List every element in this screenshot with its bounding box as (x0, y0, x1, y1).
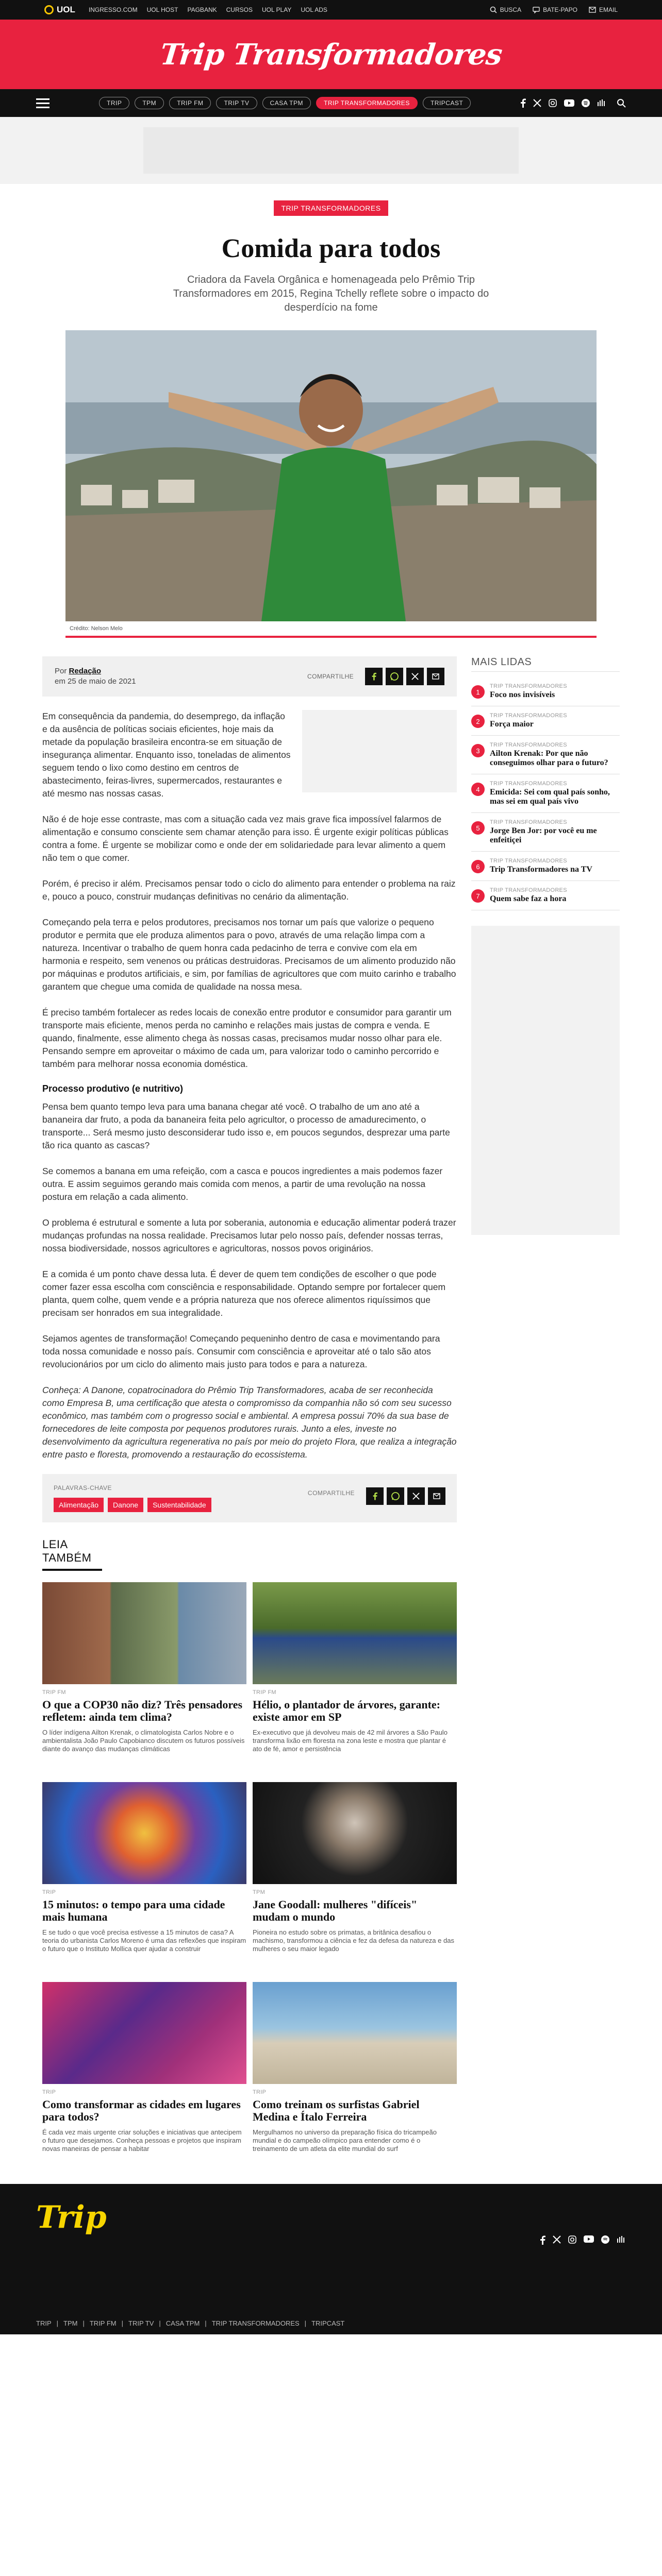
podcast-icon[interactable] (597, 99, 606, 107)
card-kicker: TRIP (42, 1889, 56, 1895)
paragraph: O problema é estrutural e somente a luta por soberania, autonomia e educação alimentar poderá trazer mudanças profundas na nossa realidade. Precisamos lutar pelo nosso país, defender nossas terras, nossa biodiversidade, nossos agricultores e agricultoras, nossos povos originários. (42, 1217, 456, 1253)
share-bar-bottom (308, 1487, 445, 1505)
rank-badge: 2 (471, 715, 485, 728)
card-thumbnail (253, 1782, 457, 1884)
card-kicker: TRIP FM (253, 1689, 276, 1696)
mail-icon (589, 7, 596, 13)
footer-nav: TRIP | TPM | TRIP FM | TRIP TV | CASA TPM | TRIP TRANSFORMADORES | TRIPCAST (36, 2319, 345, 2327)
most-read-item[interactable] (471, 736, 620, 774)
item-kicker: TRIP TRANSFORMADORES (490, 683, 567, 689)
paragraph: Porém, é preciso ir além. Precisamos pensar todo o ciclo do alimento para entender o problema na raiz e, pouco a pouco, construir mudanças definitivas no cenário da alimentação. (42, 878, 456, 902)
subheading: Processo produtivo (e nutritivo) (42, 1083, 184, 1094)
related-card[interactable] (42, 1982, 246, 2153)
most-read-item[interactable] (471, 881, 620, 910)
rank-badge: 3 (471, 744, 485, 757)
batepapo-label: BATE-PAPO (543, 6, 577, 13)
related-articles (42, 1538, 457, 2153)
instagram-icon[interactable] (568, 2235, 576, 2244)
site-footer (0, 2184, 662, 2334)
article-header (0, 184, 662, 330)
uol-links (89, 6, 327, 13)
youtube-icon[interactable] (584, 2235, 594, 2243)
spotify-icon[interactable] (601, 2235, 609, 2244)
uol-top-bar (0, 0, 662, 20)
most-read (471, 656, 620, 910)
most-read-item[interactable] (471, 706, 620, 736)
article-lede: Criadora da Favela Orgânica e homenageada pelo Prêmio Trip Transformadores em 2015, Regina Tchelly reflete sobre o impacto do desperdício na fome (173, 274, 489, 313)
page-title: Comida para todos (221, 234, 441, 263)
item-kicker: TRIP TRANSFORMADORES (490, 887, 567, 893)
paragraph: É preciso também fortalecer as redes locais de conexão entre produtor e consumidor para garantir um transporte mais eficiente, menos perda no caminho e relações mais justas de compra e venda. E quando, finalmente, esse alimento chega às nossas casas, precisamos mudar nosso olhar para ele. Pensando sempre em aproveitar o máximo de cada um, para valorizar todo o caminho percorrido e também para melhorar nossa economia doméstica. (42, 1007, 452, 1069)
facebook-icon[interactable] (520, 98, 526, 108)
paragraph: Pensa bem quanto tempo leva para uma banana chegar até você. O trabalho de um ano até a bananeira dar fruto, a poda da bananeira feita pelo agricultor, o processo de amadurecimento, o transporte... Será mesmo justo desconsiderar tudo isso e, em poucos segundos, desprezar uma parte tão rica quanto as cascas? (42, 1101, 450, 1150)
item-kicker: TRIP TRANSFORMADORES (490, 742, 567, 748)
keywords-bar (42, 1474, 457, 1522)
rank-badge: 1 (471, 685, 485, 699)
keyword-chip[interactable]: Danone (108, 1498, 143, 1512)
brand-header (0, 20, 662, 89)
share-bar (307, 668, 444, 685)
footer-link[interactable]: CASA TPM (166, 2319, 200, 2327)
paragraph: Sejamos agentes de transformação! Começando pequeninho dentro de casa e movimentando para toda nossa comunidade e nosso país. Consumir com consciência e aproveitar até o talo são atos revolucionários por um ciclo do alimento mais justo para todos e para a natureza. (42, 1333, 440, 1369)
card-description: O líder indígena Ailton Krenak, o climatologista Carlos Nobre e o ambientalista João Paulo Capobianco discutem os futuros possíveis diante do avanço das mudanças climáticas (42, 1728, 245, 1753)
uol-link[interactable]: PAGBANK (187, 6, 217, 13)
nav-social (520, 98, 626, 108)
search-icon[interactable] (617, 98, 626, 108)
footer-link[interactable]: TRIP TV (128, 2319, 154, 2327)
share-label: COMPARTILHE (307, 673, 354, 680)
menu-icon[interactable] (36, 96, 49, 111)
photo-credit: Crédito: Nelson Melo (65, 621, 597, 638)
item-kicker: TRIP TRANSFORMADORES (490, 858, 567, 864)
whatsapp-share-button[interactable] (387, 1487, 404, 1505)
card-title: Como treinam os surfistas Gabriel Medina e Ítalo Ferreira (253, 2098, 420, 2123)
x-share-button[interactable] (406, 668, 424, 685)
x-icon[interactable] (553, 2235, 561, 2244)
trip-transformadores-logo[interactable]: Trip Transformadores (158, 37, 504, 72)
email-share-button[interactable] (428, 1487, 445, 1505)
nav-pill-tripcast[interactable]: TRIPCAST (423, 97, 471, 109)
card-kicker: TRIP (253, 2089, 267, 2095)
card-thumbnail (42, 1582, 246, 1684)
item-title: Emicida: Sei com qual país sonho, mas sei em qual país vivo (490, 788, 610, 806)
chat-icon (533, 6, 540, 13)
author-prefix: Por (55, 667, 67, 675)
rank-badge: 6 (471, 860, 485, 873)
facebook-icon (372, 1492, 377, 1500)
podcast-icon[interactable] (617, 2235, 626, 2244)
keyword-chip[interactable]: Sustentabilidade (147, 1498, 211, 1512)
nav-pill-trip-tv[interactable]: TRIP TV (216, 97, 257, 109)
footer-logo[interactable]: Trip (36, 2199, 107, 2235)
sidebar-ad-slot (471, 926, 620, 1235)
most-read-heading: MAIS LIDAS (471, 656, 620, 672)
item-kicker: TRIP TRANSFORMADORES (490, 781, 567, 787)
card-thumbnail (42, 1982, 246, 2084)
item-title: Jorge Ben Jor: por você eu me enfeitiçei (490, 826, 597, 844)
card-title: Como transformar as cidades em lugares para todos? (42, 2098, 241, 2123)
related-card[interactable] (253, 1782, 457, 1953)
card-thumbnail (253, 1982, 457, 2084)
nav-pill-tpm[interactable]: TPM (135, 97, 164, 109)
rank-badge: 5 (471, 821, 485, 835)
uol-search[interactable] (490, 6, 521, 13)
most-read-item[interactable] (471, 813, 620, 852)
card-kicker: TPM (253, 1889, 266, 1895)
footer-link[interactable]: TRIPCAST (311, 2319, 345, 2327)
card-thumbnail (42, 1782, 246, 1884)
uol-link[interactable]: CURSOS (226, 6, 253, 13)
paragraph: Se comemos a banana em uma refeição, com a casca e poucos ingredientes a mais podemos fazer outra. E assim seguimos gerando mais comida com menos, a partir de uma revolução na nossa postura em relação a cada alimento. (42, 1166, 443, 1202)
ad-placeholder (143, 127, 519, 174)
byline-bar (42, 656, 457, 697)
x-icon (412, 1493, 420, 1500)
card-title: Hélio, o plantador de árvores, garante: existe amor em SP (253, 1698, 440, 1723)
whatsapp-icon (391, 1492, 400, 1501)
mail-icon (433, 1493, 441, 1499)
uol-link[interactable]: UOL PLAY (261, 6, 292, 13)
keyword-chip[interactable]: Alimentação (54, 1498, 104, 1512)
facebook-icon[interactable] (539, 2235, 545, 2245)
facebook-share-button[interactable] (365, 668, 383, 685)
search-icon (490, 6, 497, 13)
most-read-item[interactable] (471, 774, 620, 813)
main-nav (0, 89, 662, 117)
publish-date: em 25 de maio de 2021 (55, 677, 136, 686)
nav-pill-trip[interactable]: TRIP (99, 97, 129, 109)
search-label: BUSCA (500, 6, 522, 13)
most-read-item[interactable] (471, 852, 620, 881)
article-main (42, 656, 457, 2153)
related-card[interactable] (42, 1782, 246, 1953)
footer-social (539, 2235, 626, 2245)
card-description: Pioneira no estudo sobre os primatas, a britânica desafiou o machismo, transformou a ciência e fez da defesa da natureza e das mulheres o seu maior legado (253, 1928, 454, 1953)
card-description: E se tudo o que você precisa estivesse a 15 minutos de casa? A teoria do urbanista Carlos Moreno é uma das reflexões que inspiram o futuro que o Instituto Mollica quer ajudar a construir (42, 1928, 246, 1953)
uol-logo[interactable]: UOL (44, 5, 75, 15)
x-icon (411, 673, 419, 680)
card-kicker: TRIP FM (42, 1689, 66, 1696)
card-description: Mergulhamos no universo da preparação física do tricampeão mundial e do campeão olímpico para entender como é o treinamento de um atleta da elite mundial do surf (253, 2128, 437, 2153)
sponsor-note: Conheça: A Danone, copatrocinadora do Prêmio Trip Transformadores, acaba de ser reconhecida como Empresa B, uma certificação que atesta o compromisso da companhia não só com seu sucesso econômico, mas também com o progresso social e ambiental. A empresa possui 70% da sua base de fornecedores de leite composta por pequenos produtores rurais. Junto a eles, investe no desenvolvimento da agricultura regenerativa no país por meio do projeto Flora, que realiza a integração entre pasto e floresta, promovendo a restauração do ecossistema. (42, 1385, 457, 1460)
rank-badge: 4 (471, 783, 485, 796)
whatsapp-share-button[interactable] (386, 668, 403, 685)
email-share-button[interactable] (427, 668, 444, 685)
spotify-icon[interactable] (582, 99, 590, 107)
mail-icon (432, 673, 440, 680)
item-title: Trip Transformadores na TV (490, 865, 592, 874)
related-heading: LEIA TAMBÉM (42, 1538, 102, 1571)
instagram-icon[interactable] (549, 99, 557, 107)
uol-email[interactable] (589, 6, 618, 13)
paragraph: E a comida é um ponto chave dessa luta. É dever de quem tem condições de escolher o que pode comer fazer essa escolha com consciência e responsabilidade. Optando sempre por fortalecer quem planta, quem colhe, quem vende e a própria natureza que nos oferece alimentos riquíssimos que precisam ser honrados em sua integralidade. (42, 1269, 446, 1318)
uol-link[interactable]: INGRESSO.COM (88, 6, 138, 13)
footer-link[interactable]: TRIP (36, 2319, 52, 2327)
related-card[interactable] (42, 1582, 246, 1753)
author-info (55, 666, 136, 687)
whatsapp-icon (390, 672, 399, 681)
footer-link[interactable]: TPM (63, 2319, 78, 2327)
uol-link[interactable]: UOL HOST (146, 6, 178, 13)
inline-ad-slot (302, 710, 457, 792)
card-title: O que a COP30 não diz? Três pensadores refletem: ainda tem clima? (42, 1698, 243, 1723)
uol-batepapo[interactable] (533, 6, 577, 13)
card-title: Jane Goodall: mulheres "difíceis" mudam o mundo (253, 1898, 418, 1923)
card-kicker: TRIP (42, 2089, 56, 2095)
footer-link[interactable]: TRIP FM (89, 2319, 117, 2327)
item-title: Força maior (490, 720, 534, 728)
nav-pill-trip-fm[interactable]: TRIP FM (169, 97, 211, 109)
related-card[interactable] (253, 1582, 457, 1753)
email-label: EMAIL (599, 6, 618, 13)
card-thumbnail (253, 1582, 457, 1684)
item-title: Ailton Krenak: Por que não conseguimos olhar para o futuro? (490, 749, 608, 767)
sidebar (471, 656, 620, 2153)
x-icon[interactable] (533, 99, 541, 107)
most-read-item[interactable] (471, 677, 620, 706)
article-body (42, 697, 457, 1461)
card-title: 15 minutos: o tempo para uma cidade mais humana (42, 1898, 225, 1923)
facebook-icon (371, 672, 376, 681)
card-description: Ex-executivo que já devolveu mais de 42 mil árvores a São Paulo transforma lixão em floresta na zona leste e mostra que plantar é ato de fé, amor e persistência (253, 1728, 448, 1753)
nav-pills (99, 97, 471, 109)
item-title: Quem sabe faz a hora (490, 894, 567, 903)
related-card[interactable] (253, 1982, 457, 2153)
keywords-label: PALAVRAS-CHAVE (54, 1484, 112, 1492)
item-kicker: TRIP TRANSFORMADORES (490, 713, 567, 719)
paragraph: Começando pela terra e pelos produtores, precisamos nos tornar um país que valorize o pequeno produtor e permita que ele produza alimentos para o povo, através de uma relação limpa com a natureza. Incentivar o trabalho de quem honra cada pedacinho de terra e convive com ela em harmonia e respeito, sem venenos ou práticas destruidoras. Precisamos de um alimento produzido não por máquinas e produtos artificiais, e sim, por famílias de agricultores que com muito carinho e trabalho garantem que chegue uma comida de qualidade na nossa mesa. (42, 917, 456, 992)
uol-link[interactable]: UOL ADS (301, 6, 327, 13)
facebook-share-button[interactable] (366, 1487, 384, 1505)
item-title: Foco nos invisíveis (490, 690, 555, 699)
paragraph: Não é de hoje esse contraste, mas com a situação cada vez mais grave fica impossível falarmos de alimentação e consumo consciente sem chamar atenção para isso. É urgente exigir políticas públicas contra a fome. É urgente se mobilizar como e onde der em solidariedade para levar alimento a quem não tem o que comer. (42, 814, 449, 863)
x-share-button[interactable] (407, 1487, 425, 1505)
item-kicker: TRIP TRANSFORMADORES (490, 819, 567, 825)
nav-pill-trip-transformadores[interactable]: TRIP TRANSFORMADORES (316, 97, 418, 109)
top-ad-slot (0, 117, 662, 184)
hero-photo (65, 330, 597, 621)
youtube-icon[interactable] (564, 99, 574, 107)
card-description: É cada vez mais urgente criar soluções e iniciativas que antecipem o futuro que desejamos. Conheça pessoas e projetos que inspiram novas maneiras de pensar a habitar (42, 2128, 242, 2153)
hero-figure (65, 330, 597, 638)
rank-badge: 7 (471, 889, 485, 903)
footer-link[interactable]: TRIP TRANSFORMADORES (211, 2319, 300, 2327)
share-label: COMPARTILHE (307, 1489, 355, 1497)
paragraph: Em consequência da pandemia, do desemprego, da inflação e da ausência de políticas sociais eficientes, hoje mais da metade da população brasileira encontra-se em situação de insegurança alimentar. Enquanto isso, toneladas de alimentos seguem tendo o lixo como destino em centros de abastecimento, feiras-livres, supermercados, restaurantes e até mesmo nas nossas casas. (42, 711, 291, 799)
section-tag[interactable]: TRIP TRANSFORMADORES (274, 200, 388, 216)
nav-pill-casa-tpm[interactable]: CASA TPM (262, 97, 311, 109)
author-link[interactable]: Redação (69, 667, 102, 675)
